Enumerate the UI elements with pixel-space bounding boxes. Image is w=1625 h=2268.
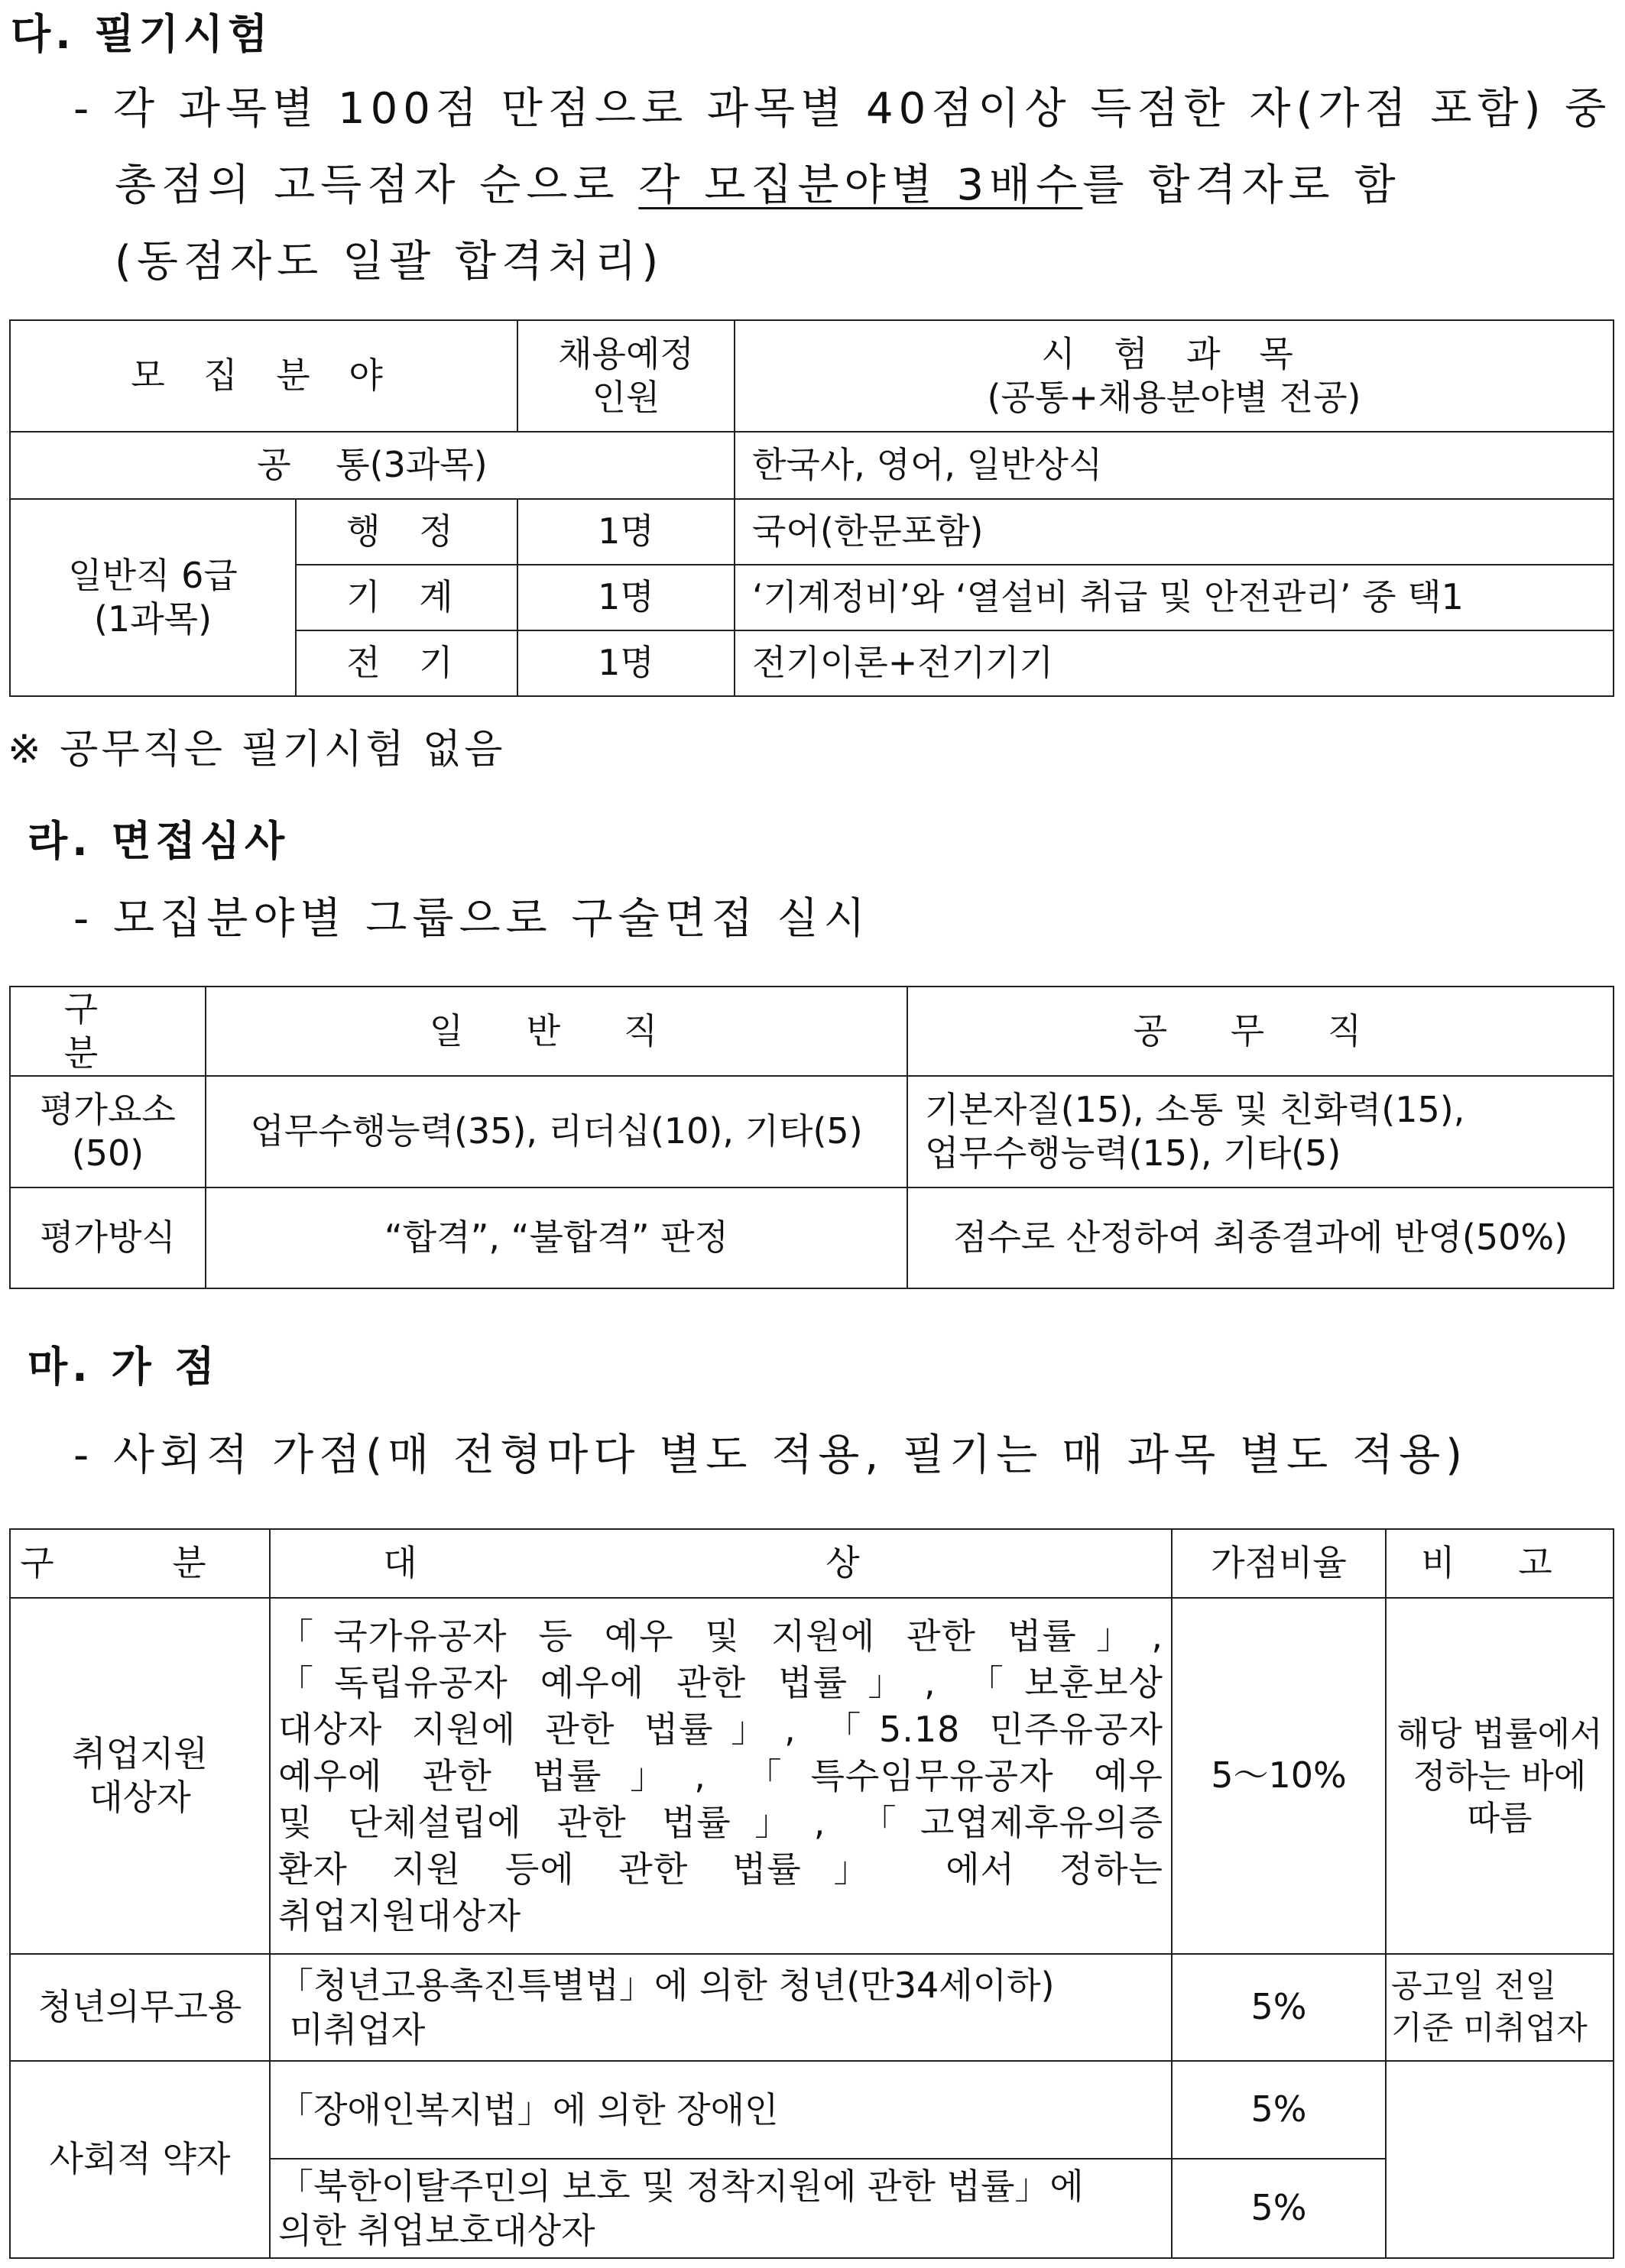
table-row [10,2061,1614,2159]
eval-method-public: 점수로 산정하여 최종결과에 반영(50%) [907,1187,1614,1288]
header-rate: 가점비율 [1172,1529,1386,1598]
disabled-rate: 5% [1172,2061,1386,2159]
count-cell: 1명 [517,565,735,630]
eval-method-general: “합격”, “불합격” 판정 [206,1187,907,1288]
header-remark: 비 고 [1386,1529,1614,1598]
header-kind: 구 분 [10,1529,270,1598]
eval-method-label: 평가방식 [10,1187,206,1288]
header-public: 공 무 직 [907,987,1614,1076]
bonus-bullet: - 사회적 가점(매 전형마다 별도 적용, 필기는 매 과목 별도 적용) [73,1430,1468,1480]
written-exam-note: ※ 공무직은 필기시험 없음 [8,727,506,773]
table-row [10,1598,1614,1954]
subject-cell: 국어(한문포함) [735,499,1614,565]
employment-support-label: 취업지원 대상자 [10,1598,270,1954]
eval-elements-public: 기본자질(15), 소통 및 친화력(15), 업무수행능력(15), 기타(5) [907,1076,1614,1187]
table-row [10,432,1614,499]
table-header-row [10,987,1614,1076]
header-count: 채용예정 인원 [517,320,735,432]
group-label: 일반직 6급 (1과목) [10,499,296,696]
employment-support-target: 「국가유공자 등 예우 및 지원에 관한 법률」, 「독립유공자 예우에 관한 법률」, 「보훈보상 대상자 지원에 관한 법률」, 「5.18 민주유공자 예우에 관한 법률」, 「특수임무유공자 예우 및 단체설립에 관한 법률」, 「고엽제후유의증 환자 지원 등에 관한 법률」 에서 정하는 취업지원대상자 [270,1598,1172,1954]
header-field: 모 집 분 야 [10,320,517,432]
written-exam-bullet-1: - 각 과목별 100점 만점으로 과목별 40점이상 득점한 자(가점 포함) 중 [73,84,1612,134]
eval-elements-label: 평가요소 (50) [10,1076,206,1187]
field-cell: 기 계 [296,565,517,630]
youth-label: 청년의무고용 [10,1954,270,2061]
table-row [10,1187,1614,1288]
eval-elements-general: 업무수행능력(35), 리더십(10), 기타(5) [206,1076,907,1187]
youth-target: 「청년고용촉진특별법」에 의한 청년(만34세이하) 미취업자 [270,1954,1172,2061]
header-general: 일 반 직 [206,987,907,1076]
common-label: 공 통(3과목) [10,432,735,499]
written-exam-bullet-2b: 를 합격자로 함 [1082,160,1401,210]
written-exam-heading: 다. 필기시험 [11,10,273,58]
written-exam-table [9,319,1614,697]
vulnerable-remark [1386,2061,1614,2258]
common-subjects: 한국사, 영어, 일반상식 [735,432,1614,499]
written-exam-bullet-2 [115,151,1401,212]
table-header-row [10,320,1614,432]
bonus-table [9,1528,1614,2259]
field-cell: 행 정 [296,499,517,565]
count-cell: 1명 [517,499,735,565]
header-subject: 시 험 과 목 (공통+채용분야별 전공) [735,320,1614,432]
subject-cell: ‘기계정비’와 ‘열설비 취급 및 안전관리’ 중 택1 [735,565,1614,630]
count-cell: 1명 [517,630,735,696]
written-exam-bullet-3: (동점자도 일괄 합격처리) [115,237,664,287]
interview-heading: 라. 면접심사 [28,817,290,865]
written-exam-bullet-2a: 총점의 고득점자 순으로 [115,160,639,210]
table-row [10,499,1614,565]
table-row [10,1954,1614,2061]
header-kind: 구 분 [10,987,206,1076]
youth-remark: 공고일 전일 기준 미취업자 [1386,1954,1614,2061]
interview-table [9,986,1614,1289]
table-row [10,1076,1614,1187]
subject-cell: 전기이론+전기기기 [735,630,1614,696]
defector-target: 「북한이탈주민의 보호 및 정착지원에 관한 법률」에 의한 취업보호대상자 [270,2159,1172,2258]
interview-bullet: - 모집분야별 그룹으로 구술면접 실시 [73,894,871,944]
defector-rate: 5% [1172,2159,1386,2258]
written-exam-pass-ratio: 각 모집분야별 3배수 [638,160,1083,210]
header-target: 대 상 [270,1529,1172,1598]
table-header-row [10,1529,1614,1598]
field-cell: 전 기 [296,630,517,696]
bonus-heading: 마. 가 점 [28,1343,219,1391]
employment-support-rate: 5～10% [1172,1598,1386,1954]
youth-rate: 5% [1172,1954,1386,2061]
disabled-target: 「장애인복지법」에 의한 장애인 [270,2061,1172,2159]
vulnerable-label: 사회적 약자 [10,2061,270,2258]
employment-support-remark: 해당 법률에서 정하는 바에 따름 [1386,1598,1614,1954]
